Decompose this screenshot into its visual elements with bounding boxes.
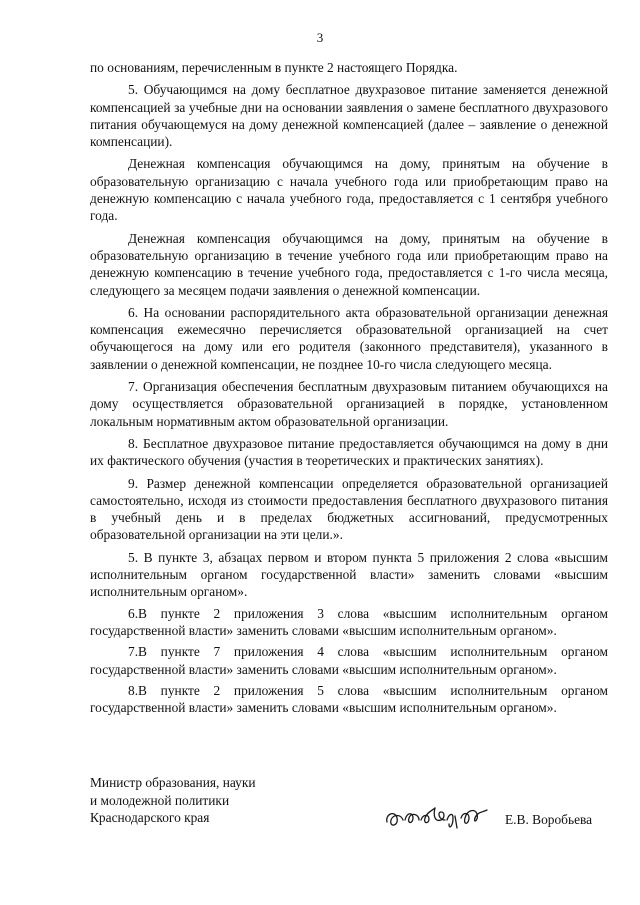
paragraph-item-6: 6. На основании распорядительного акта образовательной организации денежная компенсация ежемесячно перечисляется образовательной организацией на счет обучающегося на дому или его родителя (законного представителя), указанного в заявлении о денежной компенсации, не позднее 10-го числа следующего месяца. — [90, 304, 608, 372]
paragraph-item-5: 5. Обучающимся на дому бесплатное двухразовое питание заменяется денежной компенсацией за учебные дни на основании заявления о замене бесплатного двухразового питания обучающемуся на дому денежной компенсацией (далее – заявление о денежной компенсации). — [90, 82, 608, 150]
paragraph-compensation-during-year: Денежная компенсация обучающимся на дому, принятым на обучение в образовательную организацию в течение учебного года или приобретающим право на денежную компенсацию в течение учебного года, предоставляется с 1-го числа месяца, следующего за месяцем подачи заявления о денежной компенсации. — [90, 230, 608, 298]
amendment-5: 5. В пункте 3, абзацах первом и втором пункта 5 приложения 2 слова «высшим исполнительным органом государственной власти» заменить словами «высшим исполнительным органом». — [90, 549, 608, 600]
paragraph-item-7: 7. Организация обеспечения бесплатным двухразовым питанием обучающихся на дому осуществляется образовательной организацией в порядке, установленном локальным нормативным актом образовательной организации. — [90, 379, 608, 429]
paragraph-continuation: по основаниям, перечисленным в пункте 2 настоящего Порядка. — [90, 60, 458, 75]
paragraph-item-8: 8. Бесплатное двухразовое питание предоставляется обучающимся на дому в дни их фактического обучения (участия в теоретических и практических занятиях). — [90, 435, 608, 469]
page-number: 3 — [316, 30, 324, 45]
amendment-6: 6.В пункте 2 приложения 3 слова «высшим исполнительным органом государственной власти» заменить словами «высшим исполнительным органом». — [90, 605, 608, 638]
amendment-7: 7.В пункте 7 приложения 4 слова «высшим исполнительным органом государственной власти» заменить словами «высшим исполнительным органом». — [90, 644, 608, 677]
handwritten-signature — [383, 800, 493, 834]
signatory-name: Е.В. Воробьева — [505, 812, 593, 827]
signatory-title-line-2: и молодежной политики — [90, 792, 230, 808]
signatory-title-line-1: Министр образования, науки — [90, 775, 256, 790]
signatory-title-line-3: Краснодарского края — [90, 810, 210, 825]
signatory-title — [90, 774, 256, 827]
paragraph-compensation-start-of-year: Денежная компенсация обучающимся на дому, принятым на обучение в образовательную организацию с начала учебного года или приобретающим право на денежную компенсацию с начала учебного года, предоставляется с 1 сентября учебного года. — [90, 156, 608, 224]
paragraph-item-9: 9. Размер денежной компенсации определяется образовательной организацией самостоятельно, исходя из стоимости предоставления бесплатного двухразового питания в учебный день и в пределах бюджетных ассигнований, предусмотренных образовательной организации на эти цели.». — [90, 475, 608, 543]
amendment-8: 8.В пункте 2 приложения 5 слова «высшим исполнительным органом государственной власти» заменить словами «высшим исполнительным органом». — [90, 682, 608, 716]
document-body — [90, 59, 608, 720]
